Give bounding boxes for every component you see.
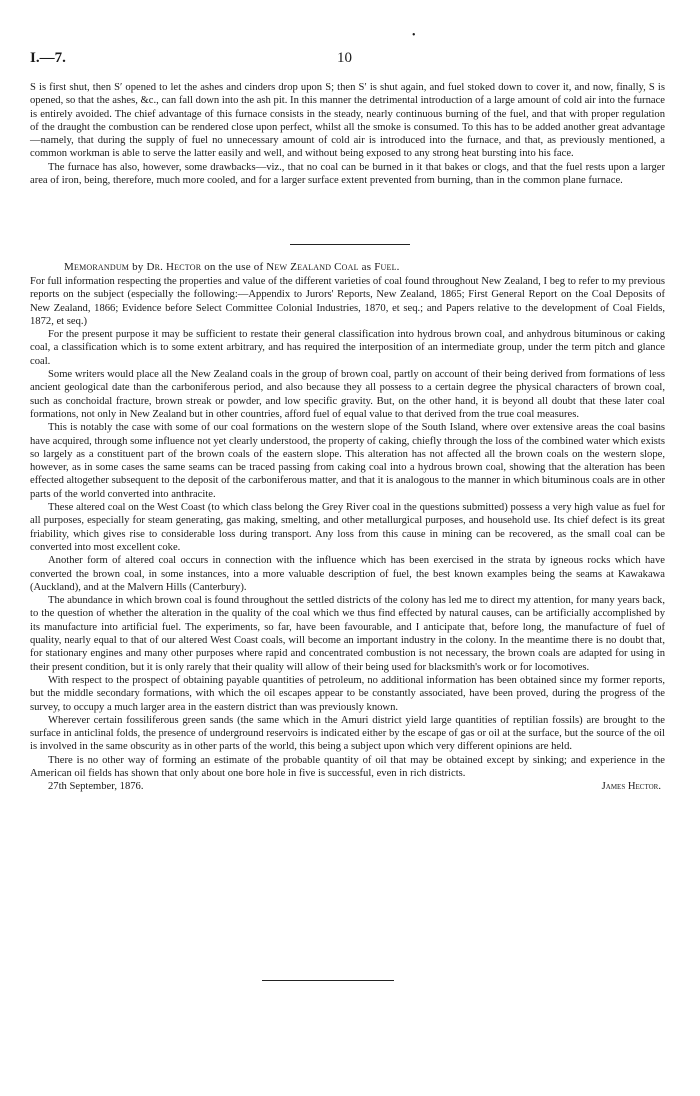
paragraph: S is first shut, then S′ opened to let the ashes and cinders drop upon S; then S′ is shut again, and fuel stoked down to cover it, and now, finally, S is opened, so that the ashes, &c., can fall down into the ash pit. In this manner the detrimental introduction of a large amount of cold air into the furnace is entirely avoided. The chief advantage of this furnace consists in the steady, nearly continuous burning of the fuel, and that with proper regulation of the draught the combustion can be rendered close upon perfect, whilst all the smoke is consumed. To this has to be added another great advantage—namely, that during the supply of fuel no unnecessary amount of cold air is introduced into the furnace, and that, as previously mentioned, a common workman is able to serve the latter easily and well, and without being exposed to any strong heat bursting into his face. — [30, 82, 665, 160]
memo-heading: Memorandum by Dr. Hector on the use of New Zealand Coal as Fuel. — [64, 261, 400, 273]
report-code: I.—7. — [30, 50, 66, 66]
signature: James Hector. — [601, 781, 661, 793]
paragraph: These altered coal on the West Coast (to which class belong the Grey River coal in the questions submitted) possess a very high value as fuel for all purposes, especially for steam generating, gas making, smelting, and other metallurgical purposes, and household use. Its chief defect is its great friability, which gives rise to considerable loss during transport. Any loss from this cause in mining can be recovered, as the small coal can be converted into most excellent coke. — [30, 502, 665, 553]
paragraph: This is notably the case with some of our coal formations on the western slope of the South Island, where over extensive areas the coal basins have acquired, through some influence not yet clearly understood, the property of caking, chiefly through the loss of the combined water which exists so largely as a constituent part of the brown coals of the eastern slope. This alteration has not affected all the brown coals on the western slope, however, as in some cases the same seams can be traced passing from caking coal into a hydrous brown coal, showing that the alteration has been effected altogether subsequent to the deposit of the carboniferous matter, and that it is analogous to the manner in which bituminous coals are in other parts of the world converted into anthracite. — [30, 422, 665, 500]
paragraph: The abundance in which brown coal is found throughout the settled districts of the colony has led me to direct my attention, for many years back, to the question of whether the alteration in the quality of the coal which we thus find effected by natural causes, can be artificially accomplished by its manufacture into artificial fuel. The experiments, so far, have been favourable, and I anticipate that, before long, the manufacture of fuel of quality, nearly equal to that of our altered West Coast coals, will become an important industry in the colony. In the meantime there is no doubt that, for stationary engines and many other purposes where rapid and concentrated combustion is not necessary, the brown coals are adapted for using in their present condition, but it is only rarely that their quality will allow of their being used for blacksmith's work or for locomotives. — [30, 595, 665, 673]
paragraph: Some writers would place all the New Zealand coals in the group of brown coal, partly on account of their being derived from formations of less ancient geological date than the carboniferous period, and also because they all possess to a certain degree the physical characters of brown coal, such as conchoidal fracture, brown streak or powder, and low specific gravity. But, on the other hand, it is beyond all doubt that these later coal formations, not only in New Zealand but in other countries, afford fuel of equal value to that derived from the true coal measures. — [30, 369, 665, 420]
page-number: 10 — [337, 50, 352, 66]
paragraph: With respect to the prospect of obtaining payable quantities of petroleum, no additional information has been obtained since my former reports, but the middle secondary formations, with which the oil escapes appear to be constantly associated, have been proved, during the progress of the survey, to occupy a much larger area in the eastern district than was previously known. — [30, 674, 665, 713]
end-divider — [262, 980, 394, 981]
memo-body — [30, 275, 665, 794]
paragraph: Another form of altered coal occurs in connection with the influence which has been exercised in the strata by igneous rocks which have converted the brown coal, in some instances, into a more valuable description of fuel, the best known examples being the seams at Kawakawa (Auckland), and at the Malvern Hills (Canterbury). — [30, 555, 665, 593]
signoff — [30, 780, 665, 793]
paragraph: Wherever certain fossiliferous green sands (the same which in the Amuri district yield large quantities of reptilian fossils) are brought to the surface in anticlinal folds, the presence of underground reservoirs is indicated either by the escape of gas or oil at the surface, but the source of the oil is involved in the same obscurity as in other parts of the world, this being a subject upon which very different opinions are held. — [30, 714, 665, 753]
section-divider — [290, 244, 410, 245]
paragraph: For the present purpose it may be sufficient to restate their general classification into hydrous brown coal, and anhydrous bituminous or caking coal, a classification which is to some extent arbitrary, and has required the interposition of an intermediate group, under the term pitch and glance coal. — [30, 329, 665, 367]
memo-date: 27th September, 1876. — [48, 781, 144, 793]
paragraph: There is no other way of forming an estimate of the probable quantity of oil that may be obtained except by sinking; and experience in the American oil fields has shown that only about one bore hole in five is successful, even in rich districts. — [30, 754, 665, 779]
margin-dot: • — [412, 30, 416, 41]
furnace-section — [30, 81, 665, 187]
paragraph: For full information respecting the properties and value of the different varieties of coal found throughout New Zealand, I beg to refer to my previous reports on the subject (especially the following:—Appendix to Jurors' Reports, New Zealand, 1865; First General Report on the Coal Deposits of New Zealand, 1866; Evidence before Select Committee Colonial Industries, 1870, et seq.; and Papers relative to the development of Coal Fields, 1872, et seq.) — [30, 276, 665, 327]
paragraph: The furnace has also, however, some drawbacks—viz., that no coal can be burned in it that bakes or clogs, and that the fuel rests upon a larger area of iron, being, therefore, much more cooled, and for a larger surface extent prevented from burning, than in the common plane furnace. — [30, 161, 665, 187]
